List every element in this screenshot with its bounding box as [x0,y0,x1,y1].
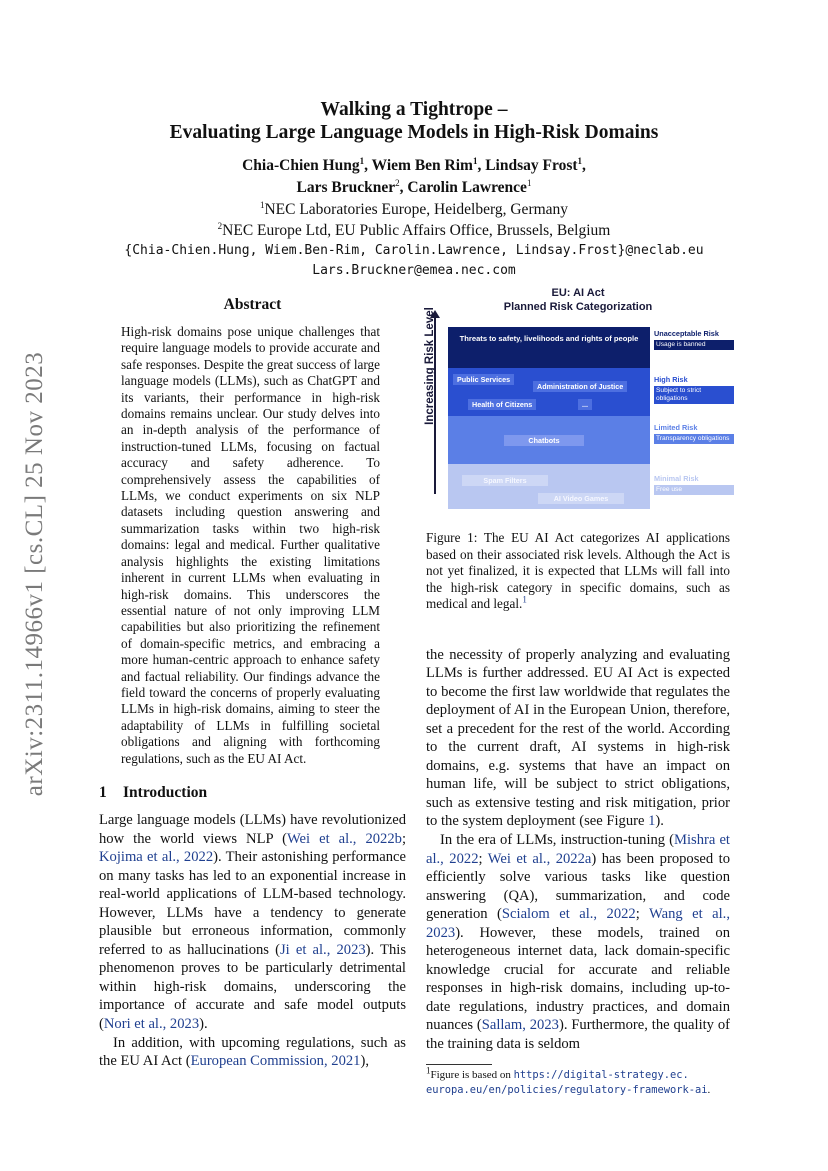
legend-box: Transparency obligations [654,434,734,444]
section-title: Introduction [123,783,208,801]
email-line-2[interactable]: Lars.Bruckner@emea.nec.com [312,263,516,278]
text-run: ). This phenomenon proves to be particularly detrimental within high-risk domains, underscoring the importance of accurate and safe model outputs ( [99,941,407,1032]
citation-link[interactable]: Scialom et al., 2022 [501,906,636,923]
author-name: , Carolin Lawrence [399,179,527,196]
abstract-body: High-risk domains pose unique challenges that require language models to provide accurate and safe responses. Despite the great success of large language models (LLMs), such as ChatGPT and its variants, their performance in high-risk domains remains unclear. Our study delves into an in-depth analysis of the performance of instruction-tuned LLMs, focusing on factual accuracy and safety adherence. To comprehensively assess the capabilities of LLMs, we conduct experiments on six NLP datasets including question answering and summarization tasks within two high-risk domains: legal and medical. Further qualitative analysis highlights the existing limitations inherent in current LLMs when evaluating in high-risk domains. This underscores the essential nature of not only improving LLM capabilities but also prioritizing the refinement of domain-specific metrics, and embracing a more human-centric approach to enhance safety and factual reliability. Our findings advance the field toward the concerns of properly evaluating LLMs in high-risk domains, aiming to steer the adaptability of LLMs in fulfilling societal obligations and aligning with forthcoming regulations, such as the EU AI Act. [121,324,380,766]
legend-limited [654,423,734,444]
affiliation-1 [0,199,828,220]
author-name: Chia-Chien Hung [242,157,360,174]
section-number: 1 [99,783,107,801]
figure-title-line-2: Planned Risk Categorization [503,301,653,313]
legend-title: Unacceptable Risk [654,329,719,338]
paper-header [0,98,828,281]
text-run: ; [478,850,488,867]
figure-title-line-1: EU: AI Act [551,287,605,299]
footnote-text: Figure is based on [430,1068,514,1081]
chip-spam-filters: Spam Filters [462,475,548,486]
authors-line-2 [0,177,828,199]
text-run: ). [199,1015,208,1032]
footnote-divider [426,1064,492,1065]
legend-unacceptable [654,329,734,350]
text-run: ). [655,813,664,830]
citation-link[interactable]: Sallam, 2023 [481,1017,559,1034]
legend-title: Limited Risk [654,423,698,432]
text-run: ). Furthermore, the quality of the training data is seldom [426,1017,730,1052]
citation-link[interactable]: Wei et al., 2022b [286,830,402,847]
footnote-link[interactable]: 1 [522,594,527,605]
section-heading-introduction [99,784,406,802]
affiliation-text: NEC Europe Ltd, EU Public Affairs Office, Brussels, Belgium [222,222,611,239]
legend-box: Free use [654,485,734,495]
affiliation-mark: 1 [526,177,532,188]
text-run: In addition, with upcoming regulations, such as the EU AI Act ( [99,1034,406,1070]
author-name: Lars Bruckner [296,179,396,196]
author-separator: , [582,157,586,174]
footnote-end: . [707,1083,711,1096]
citation-link[interactable]: Mishra et al., 2022 [426,831,730,867]
title-line-2: Evaluating Large Language Models in High-Risk Domains [169,122,659,143]
chip-ellipsis: ... [578,399,592,410]
citation-link[interactable]: Wang et al., 2023 [426,906,730,941]
affiliation-text: NEC Laboratories Europe, Heidelberg, Germany [264,201,569,218]
affiliation-mark: 1 [359,155,365,166]
risk-axis-label: Increasing Risk Level [424,307,436,425]
chip-public-services: Public Services [453,374,514,385]
paper-title [0,98,828,144]
figure-title [426,286,730,314]
footnote-url-link-cont[interactable]: europa.eu/en/policies/regulatory-framework-ai [426,1083,708,1096]
text-run: ). Their astonishing performance on many tasks has led to an exponential increase in real-world applications of LLM-based technology. However, LLMs have a tendency to generate plausible but erroneous information, commonly referred to as hallucinations ( [99,849,406,958]
figure-risk-categorization [426,286,730,516]
text-run: Large language models (LLMs) have revolutionized how the world views NLP ( [99,811,406,847]
text-run: the necessity of properly analyzing and evaluating LLMs is further addressed. EU AI Act is expected to become the first law worldwide that regulates the deployment of AI in the European Union, therefore, set a precedent for the rest of the world. According to the current draft, AI systems in high-risk domains, e.g. systems that have an impact on human life, will be subject to strict obligations, such as extensive testing and risk mitigation, prior to the system deployment (see Figure [426,646,730,830]
intro-paragraph-2 [99,1034,406,1071]
citation-link[interactable]: Wei et al., 2022a [487,850,592,867]
right-paragraph-2 [426,831,730,1054]
text-run: In the era of LLMs, instruction-tuning ( [440,831,675,848]
legend-title: High Risk [654,375,688,384]
legend-minimal [654,474,734,495]
legend-high [654,375,734,404]
citation-link[interactable]: Ji et al., 2023 [279,941,366,958]
right-paragraph-1 [426,646,730,831]
arxiv-identifier: arXiv:2311.14966v1 [cs.CL] 25 Nov 2023 [21,351,48,797]
citation-link[interactable]: Kojima et al., 2022 [99,849,214,866]
text-run: ; [401,830,406,847]
text-run: ; [635,906,649,923]
author-list [0,155,828,199]
text-run: ) has been proposed to efficiently solve various tasks like question answering (QA), summarization, and code generation ( [426,850,730,923]
footnote-mark: 1 [426,1064,431,1075]
affiliation-mark: 1 [472,155,478,166]
affiliation-mark: 1 [577,155,583,166]
left-column [99,296,406,1071]
text-run: ). However, these models, trained on heterogeneous internet data, lack domain-specific knowledge crucial for accurate and reliable responses in high-risk domains, including up-to-date regulations, industry practices, and domain nuances ( [426,924,730,1034]
chip-ai-video-games: AI Video Games [538,493,624,504]
footnote-1 [426,1064,730,1098]
email-line-1[interactable]: {Chia-Chien.Hung, Wiem.Ben-Rim, Carolin.Lawrence, Lindsay.Frost}@neclab.eu [124,243,704,258]
chip-admin-justice: Administration of Justice [533,381,627,392]
authors-line-1 [0,155,828,177]
band-unacceptable-text: Threats to safety, livelihoods and rights of people [459,334,639,343]
author-name: , Wiem Ben Rim [364,157,473,174]
affiliation-2 [0,220,828,241]
right-column [426,286,730,1098]
legend-box: Subject to strict obligations [654,386,734,404]
affiliation-mark: 1 [259,199,265,210]
affiliation-mark: 2 [395,177,400,188]
legend-box: Usage is banned [654,340,734,350]
legend-title: Minimal Risk [654,474,699,483]
footnote-url-link[interactable]: https://digital-strategy.ec. [513,1068,689,1081]
text-run: ), [360,1053,369,1070]
figure-caption [426,530,730,613]
chip-health-citizens: Health of Citizens [468,399,536,410]
chip-chatbots: Chatbots [504,435,584,446]
intro-paragraph-1 [99,811,406,1034]
figure-reference-link[interactable]: 1 [648,813,656,830]
title-line-1: Walking a Tightrope – [320,99,508,120]
citation-link[interactable]: Nori et al., 2023 [103,1015,200,1032]
citation-link[interactable]: European Commission, 2021 [190,1053,361,1070]
abstract-heading: Abstract [223,296,282,313]
affiliation-mark: 2 [217,220,223,231]
author-name: , Lindsay Frost [477,157,578,174]
caption-text: Figure 1: The EU AI Act categorizes AI applications based on their associated risk levels. Although the Act is not yet finalized, it is expected that LLMs will fall into the high-risk category in specific domains, such as medical and legal. [426,530,730,611]
